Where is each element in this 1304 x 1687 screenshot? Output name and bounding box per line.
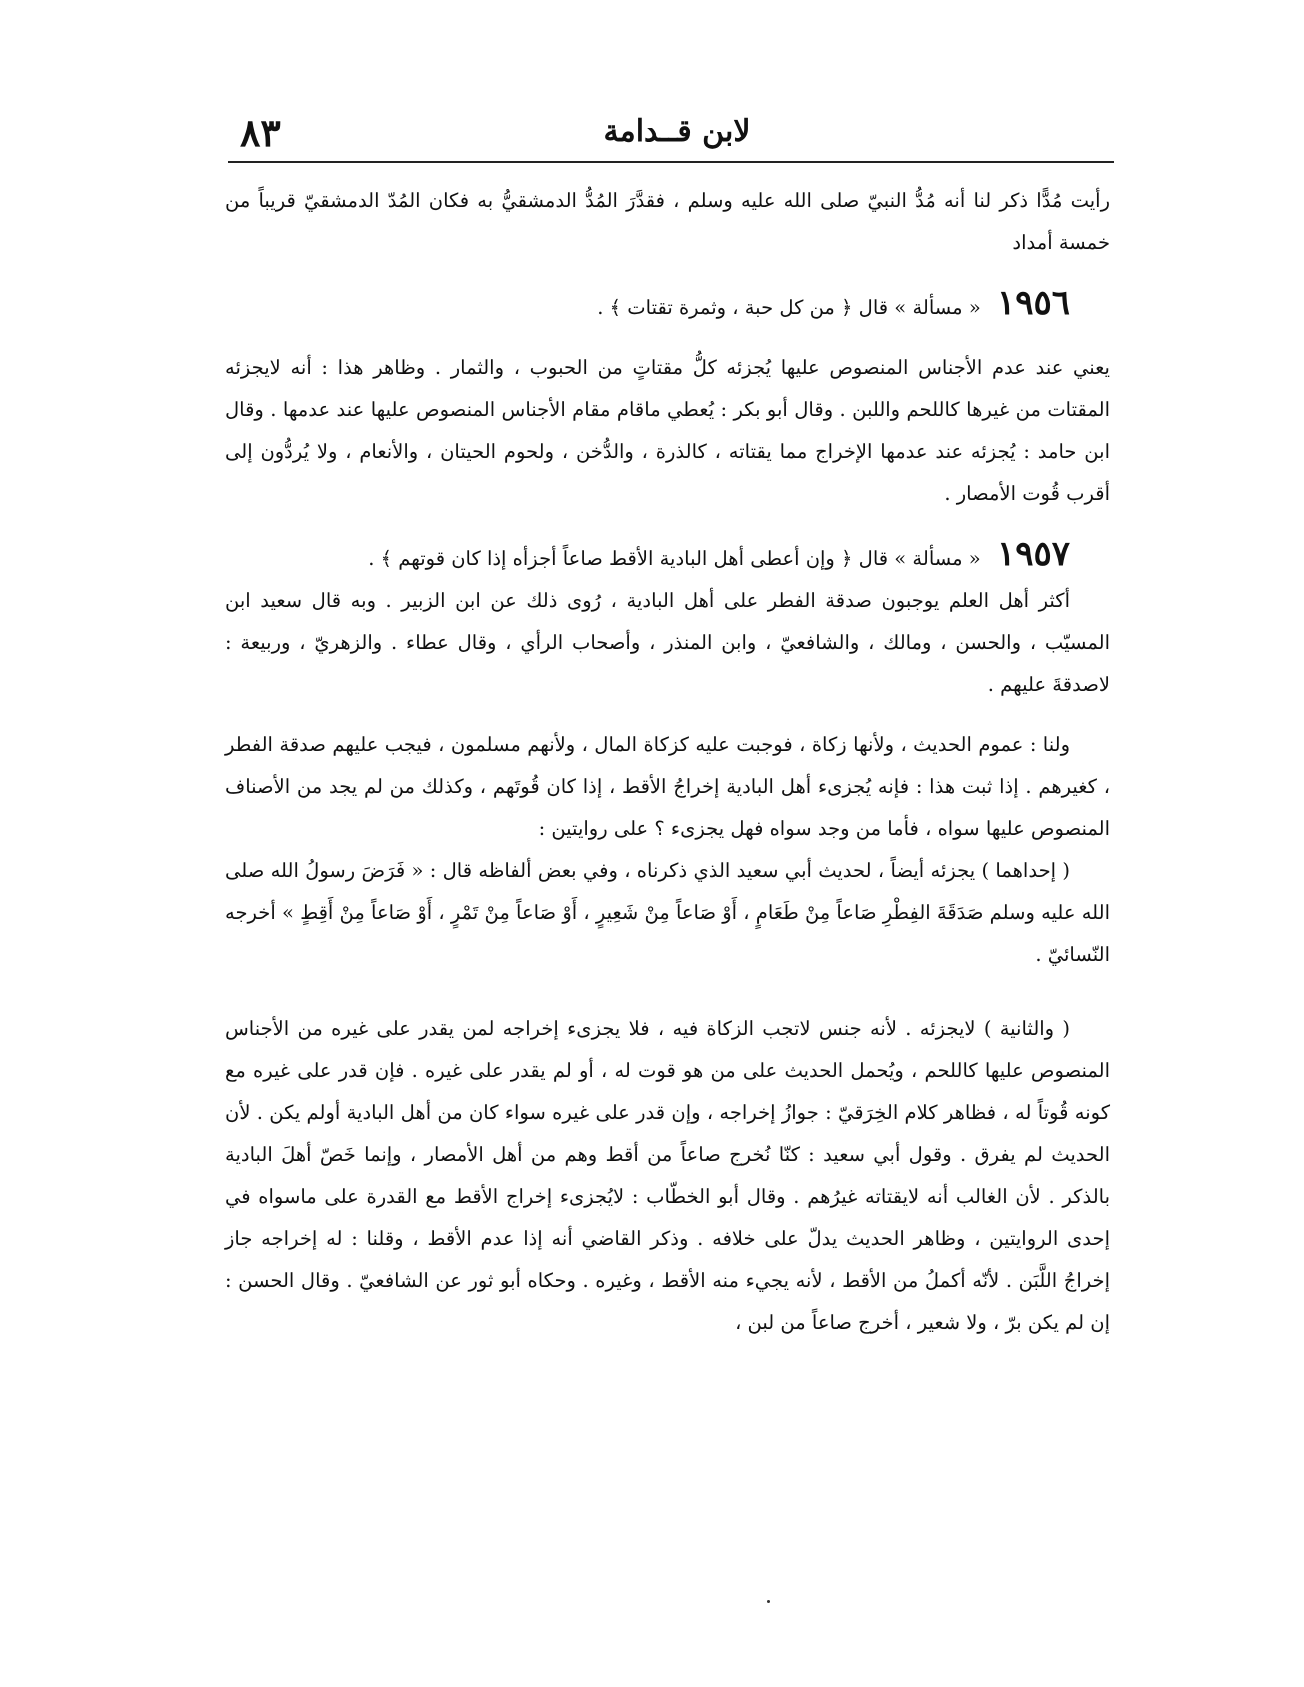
issue-text: « مسألة » قال ﴿ وإن أعطى أهل البادية الأقط صاعاً أجزأه إذا كان قوتهم ﴾ . (368, 547, 981, 570)
page-header (240, 110, 1114, 160)
issue-text: « مسألة » قال ﴿ من كل حبة ، وثمرة تقتات ﴾ . (597, 296, 981, 319)
paragraph-commentary: أكثر أهل العلم يوجبون صدقة الفطر على أهل البادية ، رُوى ذلك عن ابن الزبير . وبه قال سعيد ابن المسيّب ، والحسن ، ومالك ، والشافعيّ ، وابن المنذر ، وأصحاب الرأي ، وقال عطاء . والزهريّ ، وربيعة : لاصدقةَ عليهم . (225, 589, 1110, 696)
paragraph-commentary: ( إحداهما ) يجزئه أيضاً ، لحديث أبي سعيد الذي ذكرناه ، وفي بعض ألفاظه قال : « فَرَضَ رسولُ الله صلى الله عليه وسلم صَدَقَةَ الفِطْرِ صَاعاً مِنْ طَعَامٍ ، أَوْ صَاعاً مِنْ شَعِيرٍ ، أَوْ صَاعاً مِنْ تَمْرٍ ، أَوْ صَاعاً مِنْ أَقِطٍ » أخرجه النّسائيّ . (225, 859, 1110, 966)
running-title: لابن قــدامة (603, 114, 751, 149)
paragraph-commentary: يعني عند عدم الأجناس المنصوص عليها يُجزئه كلُّ مقتاتٍ من الحبوب ، والثمار . وظاهر هذا : أنه لايجزئه المقتات من غيرها كاللحم واللبن . وقال أبو بكر : يُعطي ماقام مقام الأجناس المنصوص عليها عند عدمها . وقال ابن حامد : يُجزئه عند عدمها الإخراج مما يقتاته ، كالذرة ، والدُّخن ، ولحوم الحيتان ، والأنعام ، ولا يُردُّون إلى أقرب قُوت الأمصار . (225, 356, 1110, 505)
bottom-mark (767, 1600, 770, 1603)
issue-1957 (225, 533, 1110, 580)
paragraph-commentary: ولنا : عموم الحديث ، ولأنها زكاة ، فوجبت عليه كزكاة المال ، ولأنهم مسلمون ، فيجب عليهم صدقة الفطر ، كغيرهم . إذا ثبت هذا : فإنه يُجزىء أهل البادية إخراجُ الأقط ، إذا كان قُوتَهم ، وكذلك من لم يجد من الأصناف المنصوص عليها سواه ، فأما من وجد سواه فهل يجزىء ؟ على روايتين : (225, 733, 1110, 840)
issue-number: ١٩٥٧ (996, 534, 1070, 574)
paragraph-continuation: رأيت مُدًّا ذكر لنا أنه مُدُّ النبيّ صلى الله عليه وسلم ، فقدَّرَ المُدُّ الدمشقيُّ به فكان المُدّ الدمشقيّ قريباً من خمسة أمداد (225, 189, 1110, 254)
issue-1956 (225, 282, 1110, 329)
page-body (225, 180, 1110, 1344)
page-number: ٨٣ (240, 110, 281, 155)
issue-number: ١٩٥٦ (996, 283, 1070, 323)
header-rule (228, 161, 1114, 163)
paragraph-commentary: ( والثانية ) لايجزئه . لأنه جنس لاتجب الزكاة فيه ، فلا يجزىء إخراجه لمن يقدر على غيره من الأجناس المنصوص عليها كاللحم ، ويُحمل الحديث على من هو قوت له ، أو لم يقدر على غيره . فإن قدر على غيره مع كونه قُوتاً له ، فظاهر كلام الخِرَقيّ : جوازُ إخراجه ، وإن قدر على غيره سواء كان من أهل البادية أولم يكن . لأن الحديث لم يفرق . وقول أبي سعيد : كنّا نُخرج صاعاً من أقط وهم من أهل الأمصار ، وإنما خَصّ أهلَ البادية بالذكر . لأن الغالب أنه لايقتاته غيرُهم . وقال أبو الخطّاب : لايُجزىء إخراج الأقط مع القدرة على ماسواه في إحدى الروايتين ، وظاهر الحديث يدلّ على خلافه . وذكر القاضي أنه إذا عدم الأقط ، وقلنا : له إخراجه جاز إخراجُ اللَّبَن . لأنّه أكملُ من الأقط ، لأنه يجيء منه الأقط ، وغيره . وحكاه أبو ثور عن الشافعيّ . وقال الحسن : إن لم يكن برّ ، ولا شعير ، أخرج صاعاً من لبن ، (225, 1017, 1110, 1334)
